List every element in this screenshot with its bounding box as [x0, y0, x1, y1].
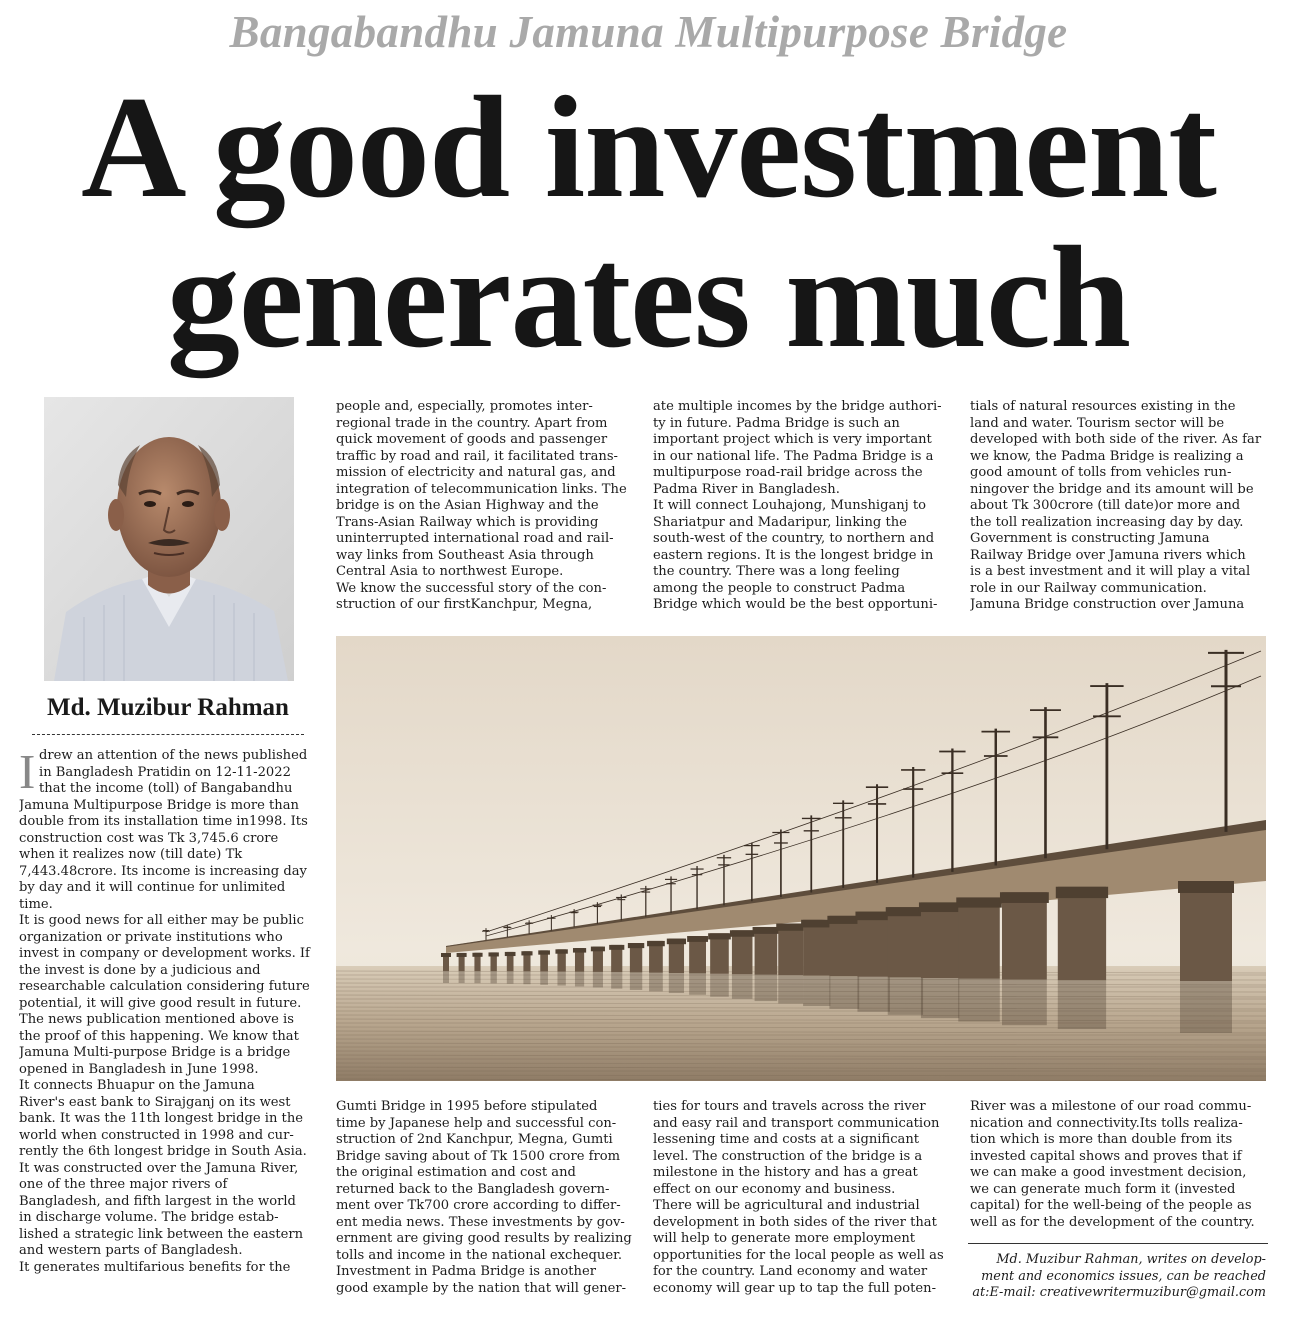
text-line: in our national life. The Padma Bridge is a	[653, 448, 934, 464]
author-note-line: Md. Muzibur Rahman, writes on develop-	[996, 1252, 1266, 1267]
text-line: opened in Bangladesh in June 1998.	[19, 1061, 259, 1077]
text-line: struction of 2nd Kanchpur, Megna, Gumti	[336, 1132, 613, 1147]
text-line: important project which is very important	[653, 432, 932, 447]
text-line: way links from Southeast Asia through	[336, 547, 594, 563]
text-line: drew an attention of the news published	[39, 748, 308, 763]
kicker-title: Bangabandhu Jamuna Multipurpose Bridge	[229, 7, 1068, 57]
text-line: integration of telecommunication links. The	[336, 481, 627, 497]
text-line: potential, it will give good result in future.	[19, 995, 302, 1011]
text-line: Bridge which would be the best opportuni-	[653, 597, 938, 612]
text-line: River was a milestone of our road commu-	[970, 1099, 1252, 1114]
text-line: returned back to the Bangladesh govern-	[336, 1181, 610, 1197]
text-line: The news publication mentioned above is	[19, 1012, 294, 1027]
text-line: developed with both side of the river. As far	[970, 432, 1262, 447]
text-line: by day and it will continue for unlimited	[19, 880, 286, 895]
text-line: lished a strategic link between the eastern	[19, 1226, 304, 1242]
text-line: that the income (toll) of Bangabandhu	[39, 781, 293, 796]
author-byline: Md. Muzibur Rahman	[47, 694, 289, 721]
text-line: is a best investment and it will play a vital	[970, 564, 1251, 579]
text-line: and easy rail and transport communication	[653, 1115, 940, 1131]
article-column-4-bottom	[970, 1099, 1270, 1239]
text-line: double from its installation time in1998. Its	[19, 814, 308, 829]
text-line: It will connect Louhajong, Munshiganj to	[653, 498, 927, 513]
text-line: tion which is more than double from its	[970, 1132, 1233, 1147]
text-line: time by Japanese help and successful con-	[336, 1115, 617, 1131]
text-line: in Bangladesh Pratidin on 12-11-2022	[39, 764, 291, 780]
text-line: we can make a good investment decision,	[970, 1165, 1247, 1180]
text-line: ningover the bridge and its amount will be	[970, 481, 1254, 497]
text-line: and western parts of Bangladesh.	[19, 1243, 243, 1258]
text-line: 7,443.48crore. Its income is increasing day	[19, 863, 307, 879]
text-line: ernment are giving good results by realizing	[336, 1231, 632, 1246]
text-line: researchable calculation considering future	[19, 979, 310, 994]
text-line: one of the three major rivers of	[19, 1177, 228, 1192]
author-note-line: ment and economics issues, can be reached	[981, 1268, 1266, 1284]
text-line: Shariatpur and Madaripur, linking the	[653, 514, 907, 530]
text-line: level. The construction of the bridge is a	[653, 1148, 923, 1164]
text-line: Jamuna Multi-purpose Bridge is a bridge	[19, 1045, 291, 1060]
text-line: capital) for the well-being of the people as	[970, 1198, 1252, 1213]
text-line: Investment in Padma Bridge is another	[336, 1264, 596, 1279]
article-column-2-top	[336, 399, 636, 629]
text-line: in discharge volume. The bridge estab-	[19, 1210, 279, 1225]
headline-line-1: A good investment	[81, 66, 1216, 228]
text-line: we know, the Padma Bridge is realizing a	[970, 448, 1244, 464]
article-column-1	[19, 744, 320, 1308]
text-line: bank. It was the 11th longest bridge in the	[19, 1111, 304, 1126]
text-line: world when constructed in 1998 and cur-	[19, 1127, 294, 1143]
text-line: effect on our economy and business.	[653, 1181, 896, 1197]
text-line: about Tk 300crore (till date)or more and	[970, 498, 1241, 513]
text-line: good amount of tolls from vehicles run-	[970, 465, 1232, 480]
text-line: the proof of this happening. We know that	[19, 1028, 299, 1044]
text-line: the country. There was a long feeling	[653, 564, 900, 579]
text-line: lessening time and costs at a significant	[653, 1132, 920, 1147]
article-column-3-top	[653, 399, 953, 629]
headline	[0, 66, 1297, 378]
text-line: south-west of the country, to northern and	[653, 531, 935, 546]
text-line: It generates multifarious benefits for the	[19, 1259, 291, 1275]
headline-line-2: generates much	[166, 216, 1131, 378]
text-line: Bridge saving about of Tk 1500 crore from	[336, 1148, 621, 1164]
text-line: Trans-Asian Railway which is providing	[336, 514, 599, 530]
text-line: we can generate much form it (invested	[970, 1181, 1236, 1197]
text-line: ty in future. Padma Bridge is such an	[653, 415, 900, 431]
text-line: organization or private institutions who	[19, 929, 283, 945]
article-column-4-top	[970, 399, 1270, 629]
byline-divider	[32, 734, 304, 735]
author-note-divider	[968, 1243, 1268, 1244]
text-line: ties for tours and travels across the river	[653, 1099, 926, 1114]
text-line: people and, especially, promotes inter-	[336, 399, 593, 414]
text-line: quick movement of goods and passenger	[336, 432, 608, 447]
text-line: nication and connectivity.Its tolls realiza-	[970, 1115, 1243, 1131]
drop-cap: I	[19, 744, 36, 799]
text-line: Gumti Bridge in 1995 before stipulated	[336, 1099, 598, 1114]
article-column-3-bottom	[653, 1099, 953, 1314]
text-line: ment over Tk700 crore according to differ-	[336, 1198, 621, 1213]
text-line: Bangladesh, and fifth largest in the world	[19, 1193, 296, 1209]
text-line: for the country. Land economy and water	[653, 1264, 928, 1279]
text-line: traffic by road and rail, it facilitated trans-	[336, 448, 618, 464]
text-line: It was constructed over the Jamuna River,	[19, 1160, 299, 1176]
text-line: Jamuna Multipurpose Bridge is more than	[19, 797, 299, 813]
text-line: River's east bank to Sirajganj on its west	[19, 1094, 291, 1110]
text-line: invest in company or development works. If	[19, 946, 310, 961]
author-note	[960, 1252, 1266, 1302]
article-column-2-bottom	[336, 1099, 636, 1314]
text-line: invested capital shows and proves that if	[970, 1148, 1242, 1164]
text-line: among the people to construct Padma	[653, 580, 906, 596]
text-line: Padma River in Bangladesh.	[653, 481, 840, 497]
text-line: well as for the development of the country.	[970, 1214, 1255, 1230]
author-note-line: at:E-mail: creativewritermuzibur@gmail.com	[972, 1285, 1266, 1300]
text-line: It is good news for all either may be public	[19, 913, 304, 928]
text-line: It connects Bhuapur on the Jamuna	[19, 1078, 255, 1093]
author-photo	[44, 397, 294, 681]
text-line: ent media news. These investments by gov-	[336, 1214, 625, 1230]
text-line: the original estimation and cost and	[336, 1165, 576, 1180]
text-line: construction cost was Tk 3,745.6 crore	[19, 830, 279, 846]
text-line: Government is constructing Jamuna	[970, 531, 1210, 546]
text-line: Railway Bridge over Jamuna rivers which	[970, 547, 1246, 563]
text-line: will help to generate more employment	[653, 1231, 916, 1246]
text-line: tials of natural resources existing in the	[970, 399, 1236, 414]
text-line: good example by the nation that will gener-	[336, 1280, 627, 1296]
text-line: development in both sides of the river that	[653, 1214, 937, 1230]
text-line: eastern regions. It is the longest bridge in	[653, 547, 934, 563]
text-line: bridge is on the Asian Highway and the	[336, 498, 599, 513]
text-line: There will be agricultural and industrial	[653, 1198, 920, 1213]
text-line: milestone in the history and has a great	[653, 1165, 918, 1180]
text-line: uninterrupted international road and rail-	[336, 531, 614, 546]
text-line: struction of our firstKanchpur, Megna,	[336, 597, 593, 612]
text-line: when it realizes now (till date) Tk	[19, 847, 243, 862]
text-line: ate multiple incomes by the bridge authori-	[653, 399, 942, 414]
text-line: role in our Railway communication.	[970, 580, 1207, 596]
text-line: rently the 6th longest bridge in South Asia.	[19, 1144, 307, 1159]
bridge-photo	[336, 636, 1266, 1081]
text-line: regional trade in the country. Apart from	[336, 415, 608, 431]
text-line: Central Asia to northwest Europe.	[336, 564, 564, 579]
text-line: economy will gear up to tap the full poten-	[653, 1280, 936, 1296]
text-line: time.	[19, 896, 53, 912]
text-line: the toll realization increasing day by day.	[970, 514, 1244, 530]
text-line: tolls and income in the national exchequer.	[336, 1247, 623, 1263]
text-line: We know the successful story of the con-	[336, 580, 607, 596]
text-line: mission of electricity and natural gas, and	[336, 465, 616, 480]
text-line: opportunities for the local people as well as	[653, 1247, 944, 1263]
text-line: Jamuna Bridge construction over Jamuna	[970, 597, 1245, 612]
text-line: land and water. Tourism sector will be	[970, 415, 1225, 431]
text-line: the invest is done by a judicious and	[19, 962, 261, 978]
text-line: multipurpose road-rail bridge across the	[653, 465, 923, 480]
